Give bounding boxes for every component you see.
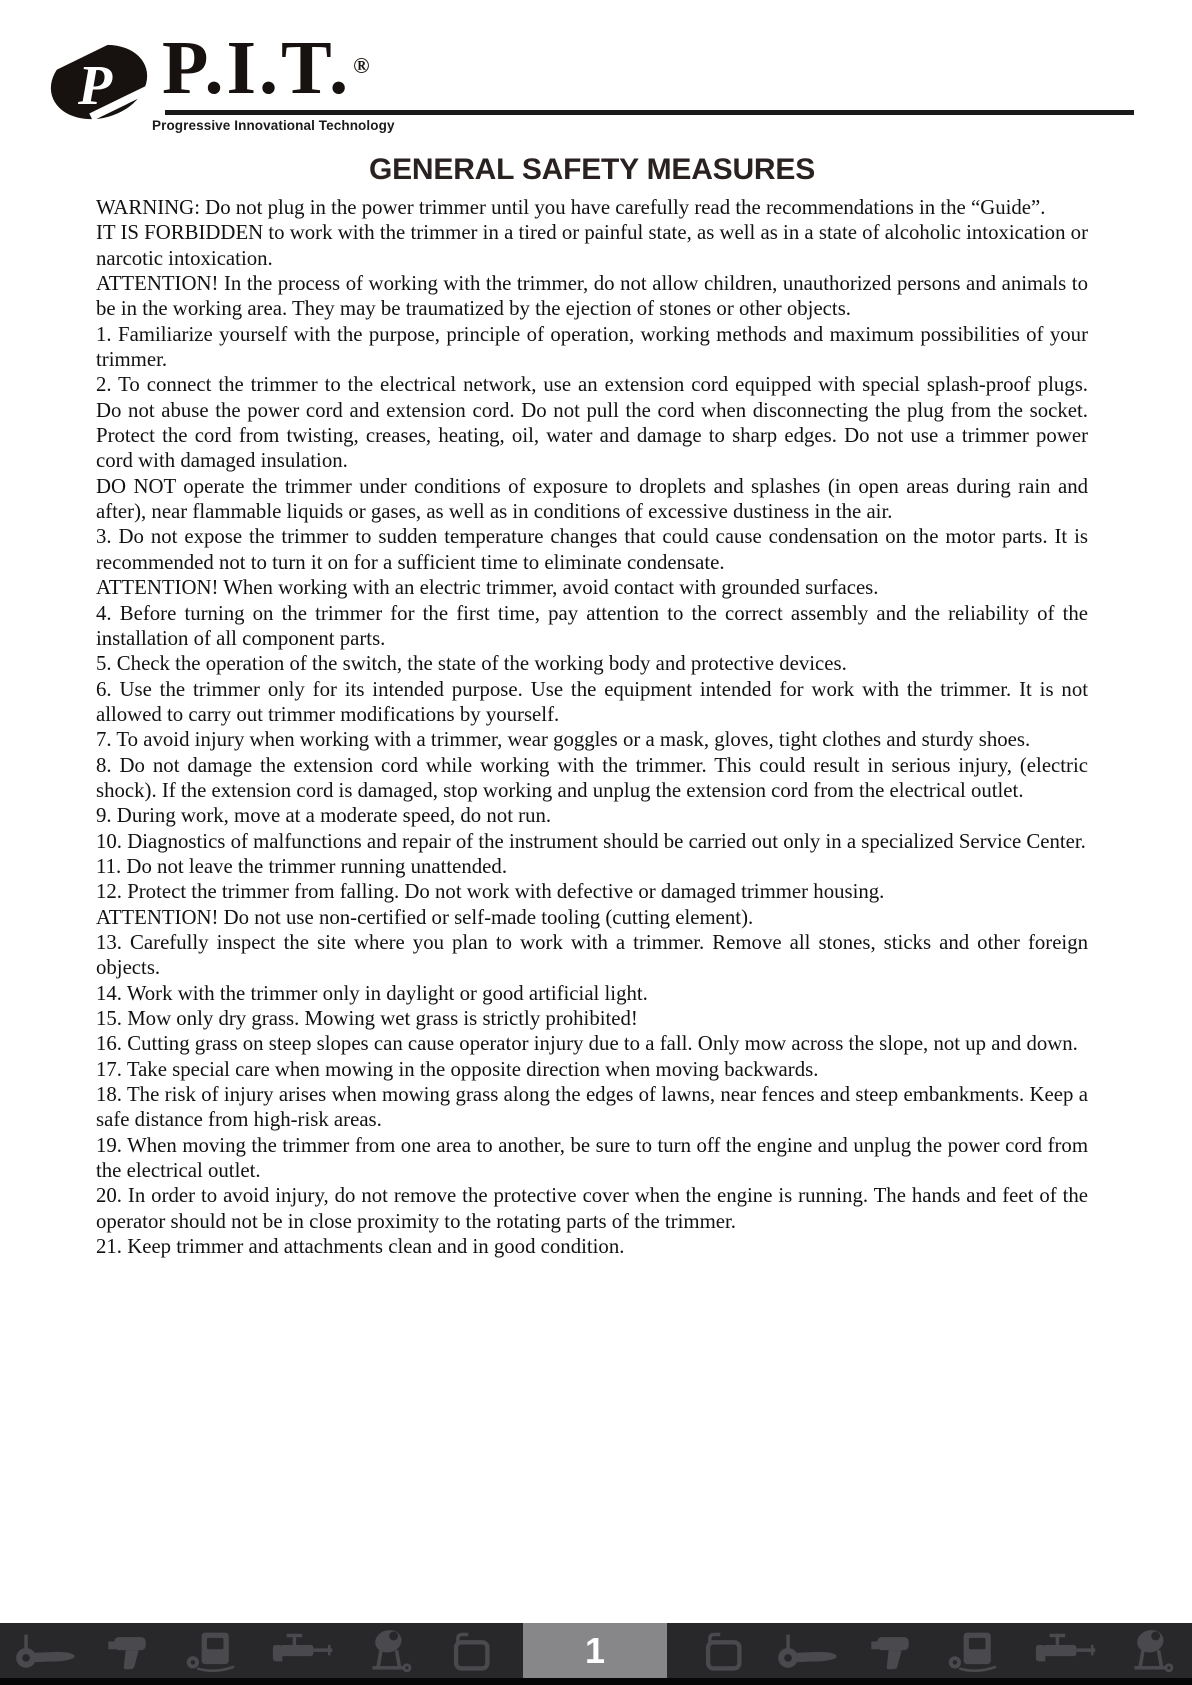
paragraph-item-18: 18. The risk of injury arises when mowing grass along the edges of lawns, near fences and steep embankments. Keep a safe distance from high-risk areas.: [96, 1083, 1088, 1132]
paragraph-item-2: 2. To connect the trimmer to the electrical network, use an extension cord equipped with special splash-proof plugs. Do not abuse the power cord and extension cord. Do not pull the cord when disconnecting the plug from the socket. Protect the cord from twisting, creases, heating, oil, water and damage to sharp edges. Do not use a trimmer power cord with damaged insulation.: [96, 373, 1088, 473]
paragraph-item-8: 8. Do not damage the extension cord while working with the trimmer. This could result in serious injury, (electric shock). If the extension cord is damaged, stop working and unplug the extension cord from the electrical outlet.: [96, 753, 1088, 802]
page-number: 1: [584, 1629, 606, 1671]
registered-trademark: ®: [353, 52, 370, 78]
page-number-box: [523, 1623, 667, 1678]
paragraph-item-12: 12. Protect the trimmer from falling. Do not work with defective or damaged trimmer housing.: [96, 880, 885, 904]
brand-tagline: Progressive Innovational Technology: [152, 118, 395, 133]
welding-machine-icon: [947, 1630, 1003, 1672]
paragraph-item-15: 15. Mow only dry grass. Mowing wet grass is strictly prohibited!: [96, 1007, 638, 1030]
svg-text:P: P: [78, 55, 113, 117]
paragraph-warning: WARNING: Do not plug in the power trimmer until you have carefully read the recommendations in the “Guide”.: [96, 196, 1046, 219]
brand-name: P.I.T.: [162, 26, 352, 110]
paragraph-item-6: 6. Use the trimmer only for its intended purpose. Use the equipment intended for work with the trimmer. It is not allowed to carry out trimmer modifications by yourself.: [96, 677, 1088, 726]
tool-case-icon: [699, 1631, 745, 1671]
paragraph-do-not: DO NOT operate the trimmer under conditions of exposure to droplets and splashes (in open areas during rain and after), near flammable liquids or gases, as well as in conditions of excessive dustiness in the air.: [96, 474, 1088, 524]
page-title: GENERAL SAFETY MEASURES: [368, 153, 816, 186]
paragraph-item-11: 11. Do not leave the trimmer running unattended.: [96, 854, 508, 878]
paragraph-item-13: 13. Carefully inspect the site where you plan to work with a trimmer. Remove all stones, sticks and other foreign objects.: [96, 930, 1088, 980]
concrete-mixer-icon: [366, 1628, 416, 1674]
concrete-mixer-icon: [1128, 1628, 1178, 1674]
paragraph-item-20: 20. In order to avoid injury, do not remove the protective cover when the engine is running. The hands and feet of the operator should not be in close proximity to the rotating parts of the trimmer.: [96, 1184, 1088, 1233]
paragraph-attention-2: ATTENTION! When working with an electric trimmer, avoid contact with grounded surfaces.: [96, 576, 879, 600]
paragraph-item-7: 7. To avoid injury when working with a trimmer, wear goggles or a mask, gloves, tight clothes and sturdy shoes.: [96, 728, 1031, 752]
pit-logo-icon: [48, 42, 150, 122]
hammer-drill-icon: [272, 1632, 334, 1670]
footer-bottom-strip: [0, 1678, 1192, 1685]
drill-icon: [870, 1631, 916, 1671]
paragraph-item-21: 21. Keep trimmer and attachments clean and in good condition.: [96, 1235, 625, 1259]
welding-machine-icon: [185, 1630, 241, 1672]
paragraph-item-9: 9. During work, move at a moderate speed, do not run.: [96, 804, 552, 828]
paragraph-item-16: 16. Cutting grass on steep slopes can cause operator injury due to a fall. Only mow across the slope, not up and down.: [96, 1032, 1078, 1056]
pit-logo-text: [162, 26, 370, 110]
drill-icon: [107, 1631, 153, 1671]
angle-grinder-icon: [14, 1632, 76, 1670]
paragraph-item-19: 19. When moving the trimmer from one area to another, be sure to turn off the engine and unplug the power cord from the electrical outlet.: [96, 1133, 1088, 1183]
hammer-drill-icon: [1035, 1632, 1097, 1670]
paragraph-item-5: 5. Check the operation of the switch, the state of the working body and protective devices.: [96, 652, 847, 676]
tool-case-icon: [447, 1631, 493, 1671]
paragraph-attention-3: ATTENTION! Do not use non-certified or self-made tooling (cutting element).: [96, 905, 754, 929]
paragraph-forbidden: IT IS FORBIDDEN to work with the trimmer in a tired or painful state, as well as in a state of alcoholic intoxication or narcotic intoxication.: [96, 221, 1088, 270]
paragraph-item-10: 10. Diagnostics of malfunctions and repair of the instrument should be carried out only in a specialized Service Center.: [96, 829, 1086, 853]
footer-bar: [0, 1623, 1192, 1685]
paragraph-item-14: 14. Work with the trimmer only in daylight or good artificial light.: [96, 981, 648, 1005]
document-body: [96, 152, 1088, 1259]
paragraph-item-3: 3. Do not expose the trimmer to sudden temperature changes that could cause condensation on the motor parts. It is recommended not to turn it on for a sufficient time to eliminate condensate.: [96, 525, 1088, 574]
paragraph-item-1: 1. Familiarize yourself with the purpose, principle of operation, working methods and maximum possibilities of your trimmer.: [96, 322, 1088, 372]
angle-grinder-icon: [776, 1632, 838, 1670]
paragraph-item-4: 4. Before turning on the trimmer for the first time, pay attention to the correct assembly and the reliability of the installation of all component parts.: [96, 601, 1088, 650]
header-rule: [165, 110, 1134, 115]
paragraph-attention-1: ATTENTION! In the process of working with the trimmer, do not allow children, unauthorized persons and animals to be in the working area. They may be traumatized by the ejection of stones or other objects.: [96, 272, 1088, 321]
paragraph-item-17: 17. Take special care when mowing in the opposite direction when moving backwards.: [96, 1057, 819, 1081]
